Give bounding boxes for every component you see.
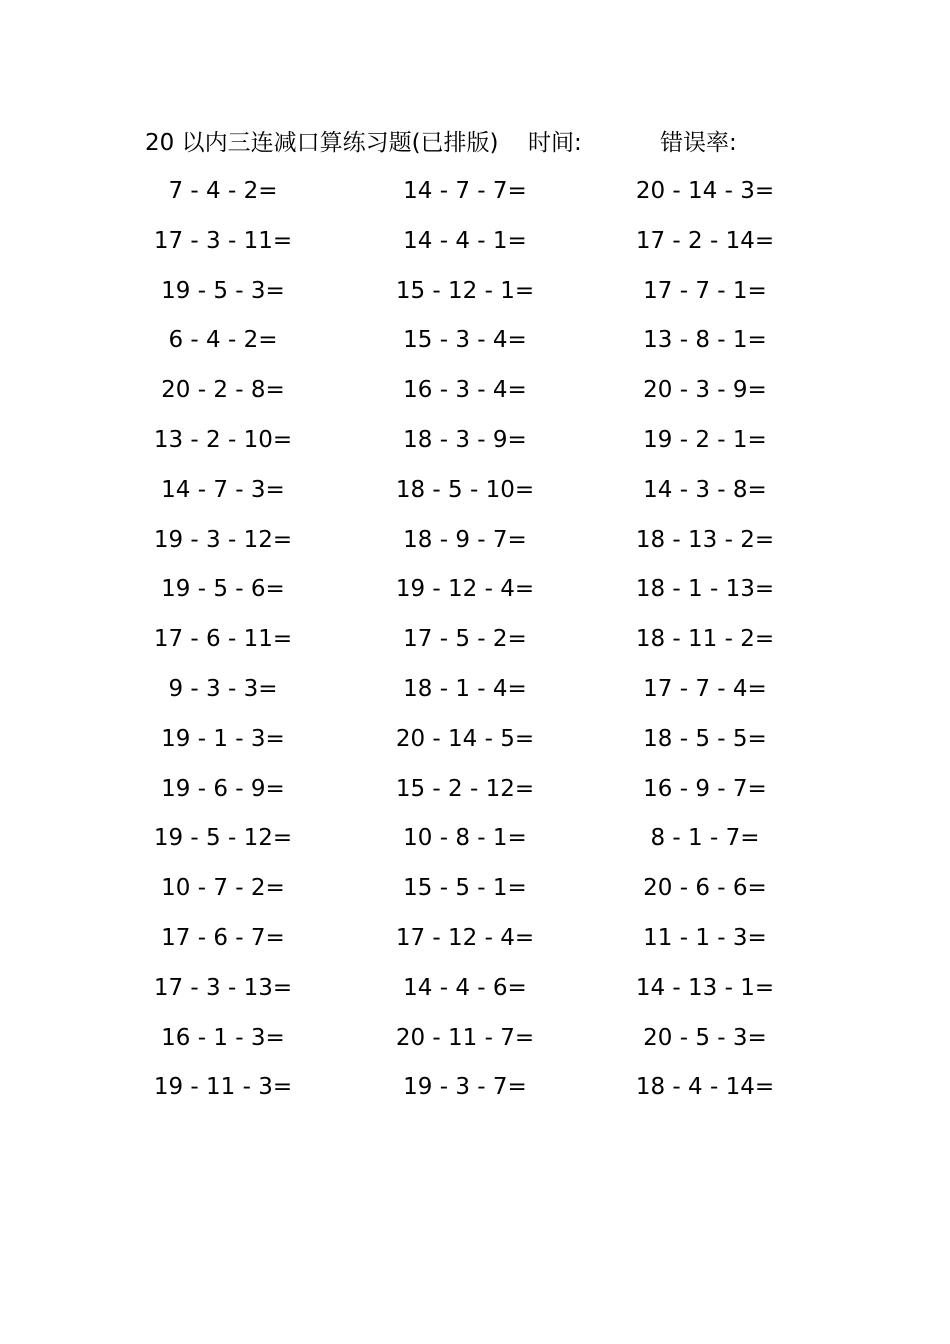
problem-row [0, 1021, 950, 1071]
problem-item: 19 - 5 - 3= [161, 277, 285, 304]
problem-item: 20 - 5 - 3= [643, 1024, 767, 1051]
problem-item: 19 - 2 - 1= [643, 426, 767, 453]
problem-item: 17 - 6 - 11= [153, 626, 293, 653]
problem-row [0, 722, 950, 772]
problem-item: 17 - 7 - 1= [643, 277, 767, 304]
problem-row [0, 473, 950, 523]
problem-row [0, 821, 950, 871]
problem-item: 19 - 5 - 12= [153, 825, 293, 852]
problem-item: 18 - 4 - 14= [635, 1074, 775, 1101]
problem-item: 13 - 8 - 1= [643, 327, 767, 354]
problem-item: 18 - 3 - 9= [403, 426, 527, 453]
problem-item: 17 - 3 - 13= [153, 974, 293, 1001]
problem-item: 19 - 11 - 3= [153, 1074, 293, 1101]
problem-item: 18 - 13 - 2= [635, 526, 775, 553]
problem-item: 18 - 1 - 13= [635, 576, 775, 603]
problem-item: 19 - 5 - 6= [161, 576, 285, 603]
problem-item: 7 - 4 - 2= [168, 178, 278, 204]
problem-item: 20 - 14 - 5= [395, 725, 535, 752]
problem-item: 18 - 5 - 5= [643, 725, 767, 752]
problem-item: 18 - 1 - 4= [403, 675, 527, 702]
problem-row [0, 971, 950, 1021]
problem-item: 19 - 1 - 3= [161, 725, 285, 752]
problem-grid [0, 174, 950, 1120]
problem-row [0, 174, 950, 224]
problem-item: 14 - 13 - 1= [635, 974, 775, 1001]
problem-item: 13 - 2 - 10= [153, 426, 293, 453]
problem-row [0, 323, 950, 373]
time-label: 时间: [528, 130, 582, 156]
problem-item: 14 - 7 - 3= [161, 476, 285, 503]
problem-row [0, 224, 950, 274]
problem-row [0, 274, 950, 324]
problem-item: 17 - 6 - 7= [161, 924, 285, 951]
problem-item: 20 - 14 - 3= [635, 178, 775, 204]
problem-item: 19 - 3 - 12= [153, 526, 293, 553]
problem-item: 17 - 2 - 14= [635, 227, 775, 254]
problem-item: 17 - 7 - 4= [643, 675, 767, 702]
problem-row [0, 672, 950, 722]
problem-item: 19 - 6 - 9= [161, 775, 285, 802]
problem-item: 20 - 3 - 9= [643, 377, 767, 404]
problem-item: 16 - 3 - 4= [403, 377, 527, 404]
problem-item: 18 - 5 - 10= [395, 476, 535, 503]
problem-item: 9 - 3 - 3= [168, 675, 278, 702]
problem-item: 16 - 1 - 3= [161, 1024, 285, 1051]
problem-row [0, 373, 950, 423]
problem-row [0, 622, 950, 672]
problem-item: 17 - 12 - 4= [395, 924, 535, 951]
problem-item: 14 - 7 - 7= [403, 178, 527, 204]
problem-item: 17 - 3 - 11= [153, 227, 293, 254]
problem-item: 6 - 4 - 2= [168, 327, 278, 354]
problem-item: 19 - 12 - 4= [395, 576, 535, 603]
problem-item: 20 - 6 - 6= [643, 875, 767, 902]
problem-item: 17 - 5 - 2= [403, 626, 527, 653]
worksheet-header [0, 126, 950, 160]
problem-row [0, 1070, 950, 1120]
problem-item: 15 - 3 - 4= [403, 327, 527, 354]
problem-row [0, 871, 950, 921]
problem-row [0, 423, 950, 473]
problem-item: 10 - 7 - 2= [161, 875, 285, 902]
problem-row [0, 572, 950, 622]
problem-item: 14 - 4 - 6= [403, 974, 527, 1001]
problem-item: 11 - 1 - 3= [643, 924, 767, 951]
problem-item: 14 - 4 - 1= [403, 227, 527, 254]
problem-item: 8 - 1 - 7= [650, 825, 760, 852]
problem-item: 16 - 9 - 7= [643, 775, 767, 802]
problem-item: 19 - 3 - 7= [403, 1074, 527, 1101]
problem-item: 15 - 5 - 1= [403, 875, 527, 902]
problem-row [0, 772, 950, 822]
problem-item: 14 - 3 - 8= [643, 476, 767, 503]
problem-row [0, 921, 950, 971]
problem-item: 18 - 11 - 2= [635, 626, 775, 653]
problem-item: 15 - 2 - 12= [395, 775, 535, 802]
problem-item: 20 - 11 - 7= [395, 1024, 535, 1051]
error-rate-label: 错误率: [660, 130, 737, 156]
problem-item: 10 - 8 - 1= [403, 825, 527, 852]
problem-item: 18 - 9 - 7= [403, 526, 527, 553]
worksheet-title: 20 以内三连减口算练习题(已排版) [145, 130, 499, 156]
problem-row [0, 523, 950, 573]
problem-item: 15 - 12 - 1= [395, 277, 535, 304]
problem-item: 20 - 2 - 8= [161, 377, 285, 404]
